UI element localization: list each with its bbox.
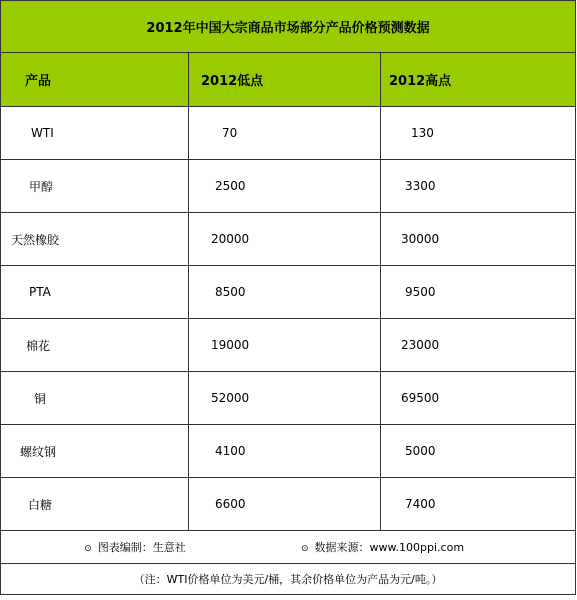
header-product: 产品 — [1, 53, 189, 107]
high-value: 69500 — [401, 391, 440, 405]
high-value: 30000 — [401, 232, 440, 246]
high-value: 9500 — [405, 285, 436, 299]
bullet-icon: ⊙ — [84, 544, 92, 554]
footer-source — [269, 539, 575, 555]
product-name: PTA — [29, 285, 51, 299]
high-value: 130 — [411, 126, 434, 140]
low-value: 20000 — [211, 232, 250, 246]
product-name: 铜 — [34, 391, 47, 406]
product-name: 天然橡胶 — [11, 232, 60, 247]
high-value: 23000 — [401, 338, 440, 352]
product-name: 甲醇 — [29, 179, 54, 194]
table-row — [1, 213, 576, 266]
table-note: （注：WTI价格单位为美元/桶，其余价格单位为产品为元/吨。） — [1, 564, 576, 595]
table-row — [1, 160, 576, 213]
product-name: 棉花 — [26, 338, 51, 353]
table-row — [1, 266, 576, 319]
table-note-row — [1, 564, 576, 595]
high-value: 3300 — [405, 179, 436, 193]
table-row — [1, 478, 576, 531]
editor-text: 图表编制：生意社 — [97, 541, 186, 554]
low-value: 8500 — [215, 285, 246, 299]
product-name: 白糖 — [28, 497, 53, 512]
product-name: 螺纹钢 — [20, 444, 57, 459]
low-value: 2500 — [215, 179, 246, 193]
low-value: 19000 — [211, 338, 250, 352]
table-row — [1, 372, 576, 425]
bullet-icon: ⊙ — [301, 544, 309, 554]
high-value: 5000 — [405, 444, 436, 458]
table-title: 2012年中国大宗商品市场部分产品价格预测数据 — [1, 1, 576, 53]
table-row — [1, 319, 576, 372]
header-low: 2012低点 — [189, 53, 381, 107]
low-value: 6600 — [215, 497, 246, 511]
table-footer-row — [1, 531, 576, 564]
source-text: 数据来源：www.100ppi.com — [314, 541, 465, 554]
low-value: 4100 — [215, 444, 246, 458]
header-high: 2012高点 — [381, 53, 576, 107]
low-value: 70 — [222, 126, 238, 140]
product-name: WTI — [31, 126, 54, 140]
table-row — [1, 425, 576, 478]
high-value: 7400 — [405, 497, 436, 511]
table-header-row — [1, 53, 576, 107]
footer-editor — [1, 539, 269, 555]
table-title-row — [1, 1, 576, 53]
low-value: 52000 — [211, 391, 250, 405]
table-row — [1, 107, 576, 160]
